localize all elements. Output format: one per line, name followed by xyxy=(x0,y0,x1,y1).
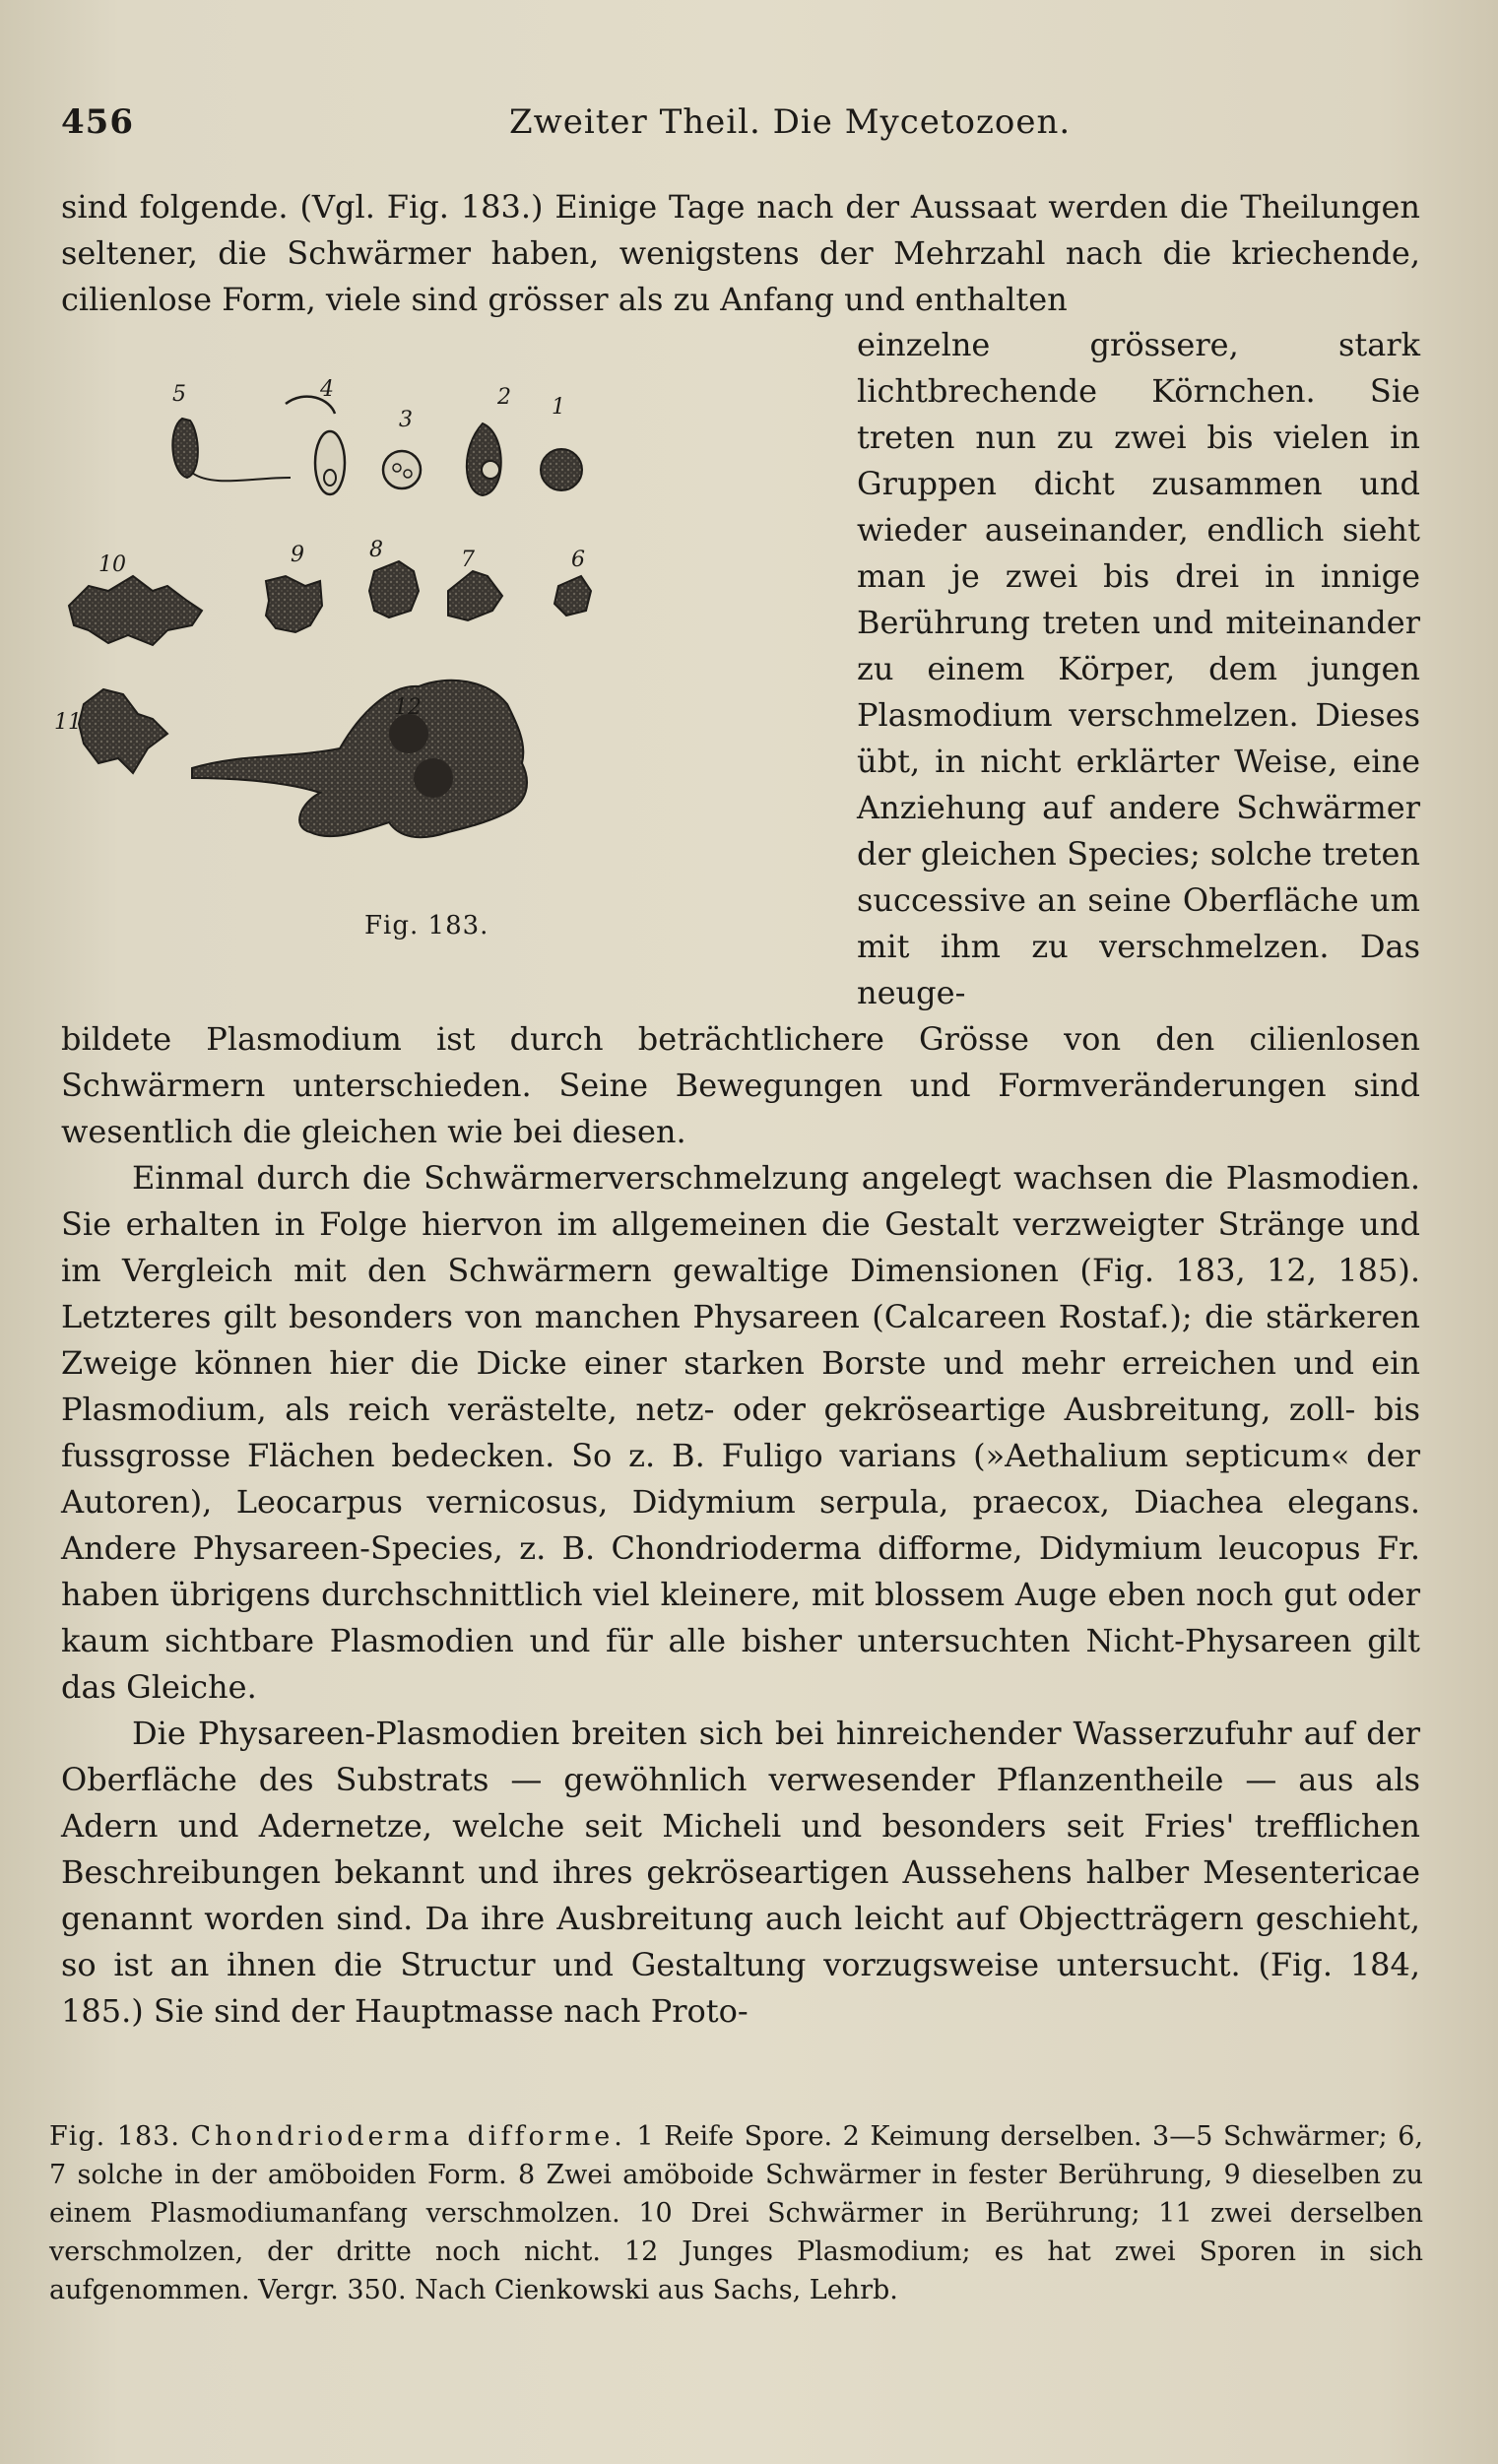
figure-number-9: 9 xyxy=(291,543,304,567)
figure-number-7: 7 xyxy=(461,548,475,572)
paragraph-3: Die Physareen-Plasmodien breiten sich bei hinreichender Wasserzufuhr auf der Oberfläche des Substrats — gewöhnlich verwesender Pflanzentheile — aus als Adern und Adernetze, welche seit Micheli und besonders seit Fries' trefflichen Beschreibungen bekannt und ihres gekröseartigen Aussehens halber Mesentericae genannt worden sind. Da ihre Ausbreitung auch leicht auf Objectträgern geschieht, so ist an ihnen die Structur und Gestaltung vorzugsweise untersucht. (Fig. 184, 185.) Sie sind der Hauptmasse nach Proto- xyxy=(61,1715,1420,2030)
page-number: 456 xyxy=(61,102,134,142)
caption-species: Chondrioderma difforme. xyxy=(190,2121,626,2152)
figure-label: Fig. 183. xyxy=(364,911,489,940)
caption-text: 1 Reife Spore. 2 Keimung derselben. 3—5 Schwärmer; 6, 7 solche in der amöboiden Form. 8 Zwei amöboide Schwärmer in fester Berührung, 9 dieselben zu einem Plasmodiumanfang verschmolzen. 10 Drei Schwärmer in Berührung; 11 zwei derselben verschmolzen, der dritte noch nicht. 12 Junges Plasmodium; es hat zwei Sporen in sich aufgenommen. Vergr. 350. Nach Cienkowski aus Sachs, Lehrb. xyxy=(49,2121,1423,2305)
cell-11-drawing xyxy=(79,689,167,773)
paragraph-2: Einmal durch die Schwärmerverschmelzung angelegt wachsen die Plasmodien. Sie erhalten in Folge hiervon im allgemeinen die Gestalt verzweigter Stränge und im Vergleich mit den Schwärmern gewaltige Dimensionen (Fig. 183, 12, 185). Letzteres gilt besonders von manchen Physareen (Calcareen Rostaf.); die stärkeren Zweige können hier die Dicke einer starken Borste und mehr erreichen und ein Plasmodium, als reich verästelte, netz- oder gekröseartige Ausbreitung, zoll- bis fussgrosse Flächen bedecken. So z. B. Fuligo varians (»Aethalium septicum« der Autoren), Leocarpus vernicosus, Didymium serpula, praecox, Diachea elegans. Andere Physareen-Species, z. B. Chondrioderma difforme, Didymium leucopus Fr. haben übrigens durchschnittlich viel kleinere, mit blossem Auge eben noch gut oder kaum sichtbare Plasmodien und für alle bisher untersuchten Nicht-Physareen gilt das Gleiche. xyxy=(61,1159,1420,1706)
beside-figure-text: einzelne grössere, stark lichtbrechende Körnchen. Sie treten nun zu zwei bis vielen in Gruppen dicht zusammen und wieder auseinander, endlich sieht man je zwei bis drei in innige Berührung treten und miteinander zu einem Körper, dem jungen Plasmodium verschmelzen. Dieses übt, in nicht erklärter Weise, eine Anziehung auf andere Schwärmer der gleichen Species; solche treten successive an seine Oberfläche um mit ihm zu verschmelzen. Das neuge- xyxy=(857,326,1420,1011)
paragraph-block xyxy=(61,1016,1420,2035)
cell-8-drawing xyxy=(369,561,419,617)
cell-3-drawing xyxy=(383,451,421,488)
paragraph-beside-figure xyxy=(857,322,1420,1016)
figure-number-12: 12 xyxy=(394,695,422,720)
figure-number-4: 4 xyxy=(320,377,334,402)
page-header xyxy=(61,102,1420,152)
cell-4-drawing xyxy=(286,397,345,494)
cell-2-drawing xyxy=(467,423,501,495)
figure-caption xyxy=(49,2117,1423,2309)
cell-12-drawing xyxy=(192,681,527,837)
running-title: Zweiter Theil. Die Mycetozoen. xyxy=(509,102,1072,142)
figure-number-5: 5 xyxy=(172,382,186,407)
figure-number-2: 2 xyxy=(497,385,511,410)
figure-number-8: 8 xyxy=(369,538,383,562)
cell-7-drawing xyxy=(448,571,502,620)
figure-183 xyxy=(54,377,739,940)
cell-9-drawing xyxy=(266,576,322,632)
cell-6-drawing xyxy=(554,576,591,616)
intro-text: sind folgende. (Vgl. Fig. 183.) Einige Tage nach der Aussaat werden die Theilungen seltener, die Schwärmer haben, wenigstens der Mehrzahl nach die kriechende, cilienlose Form, viele sind grösser als zu Anfang und enthalten xyxy=(61,188,1420,318)
caption-label: Fig. 183. xyxy=(49,2121,180,2152)
cell-1-drawing xyxy=(541,449,582,490)
figure-illustration xyxy=(54,377,739,911)
paragraph-intro xyxy=(61,184,1420,323)
figure-number-11: 11 xyxy=(54,710,82,735)
after-figure-text: bildete Plasmodium ist durch beträchtlichere Grösse von den cilienlosen Schwärmern unterschieden. Seine Bewegungen und Formveränderungen sind wesentlich die gleichen wie bei diesen. xyxy=(61,1020,1420,1150)
figure-number-1: 1 xyxy=(552,395,565,420)
figure-number-6: 6 xyxy=(571,548,585,572)
figure-number-3: 3 xyxy=(399,408,413,432)
cell-5-drawing xyxy=(172,419,291,481)
figure-number-labels xyxy=(54,377,585,735)
cell-10-drawing xyxy=(69,576,202,645)
figure-number-10: 10 xyxy=(98,552,126,577)
